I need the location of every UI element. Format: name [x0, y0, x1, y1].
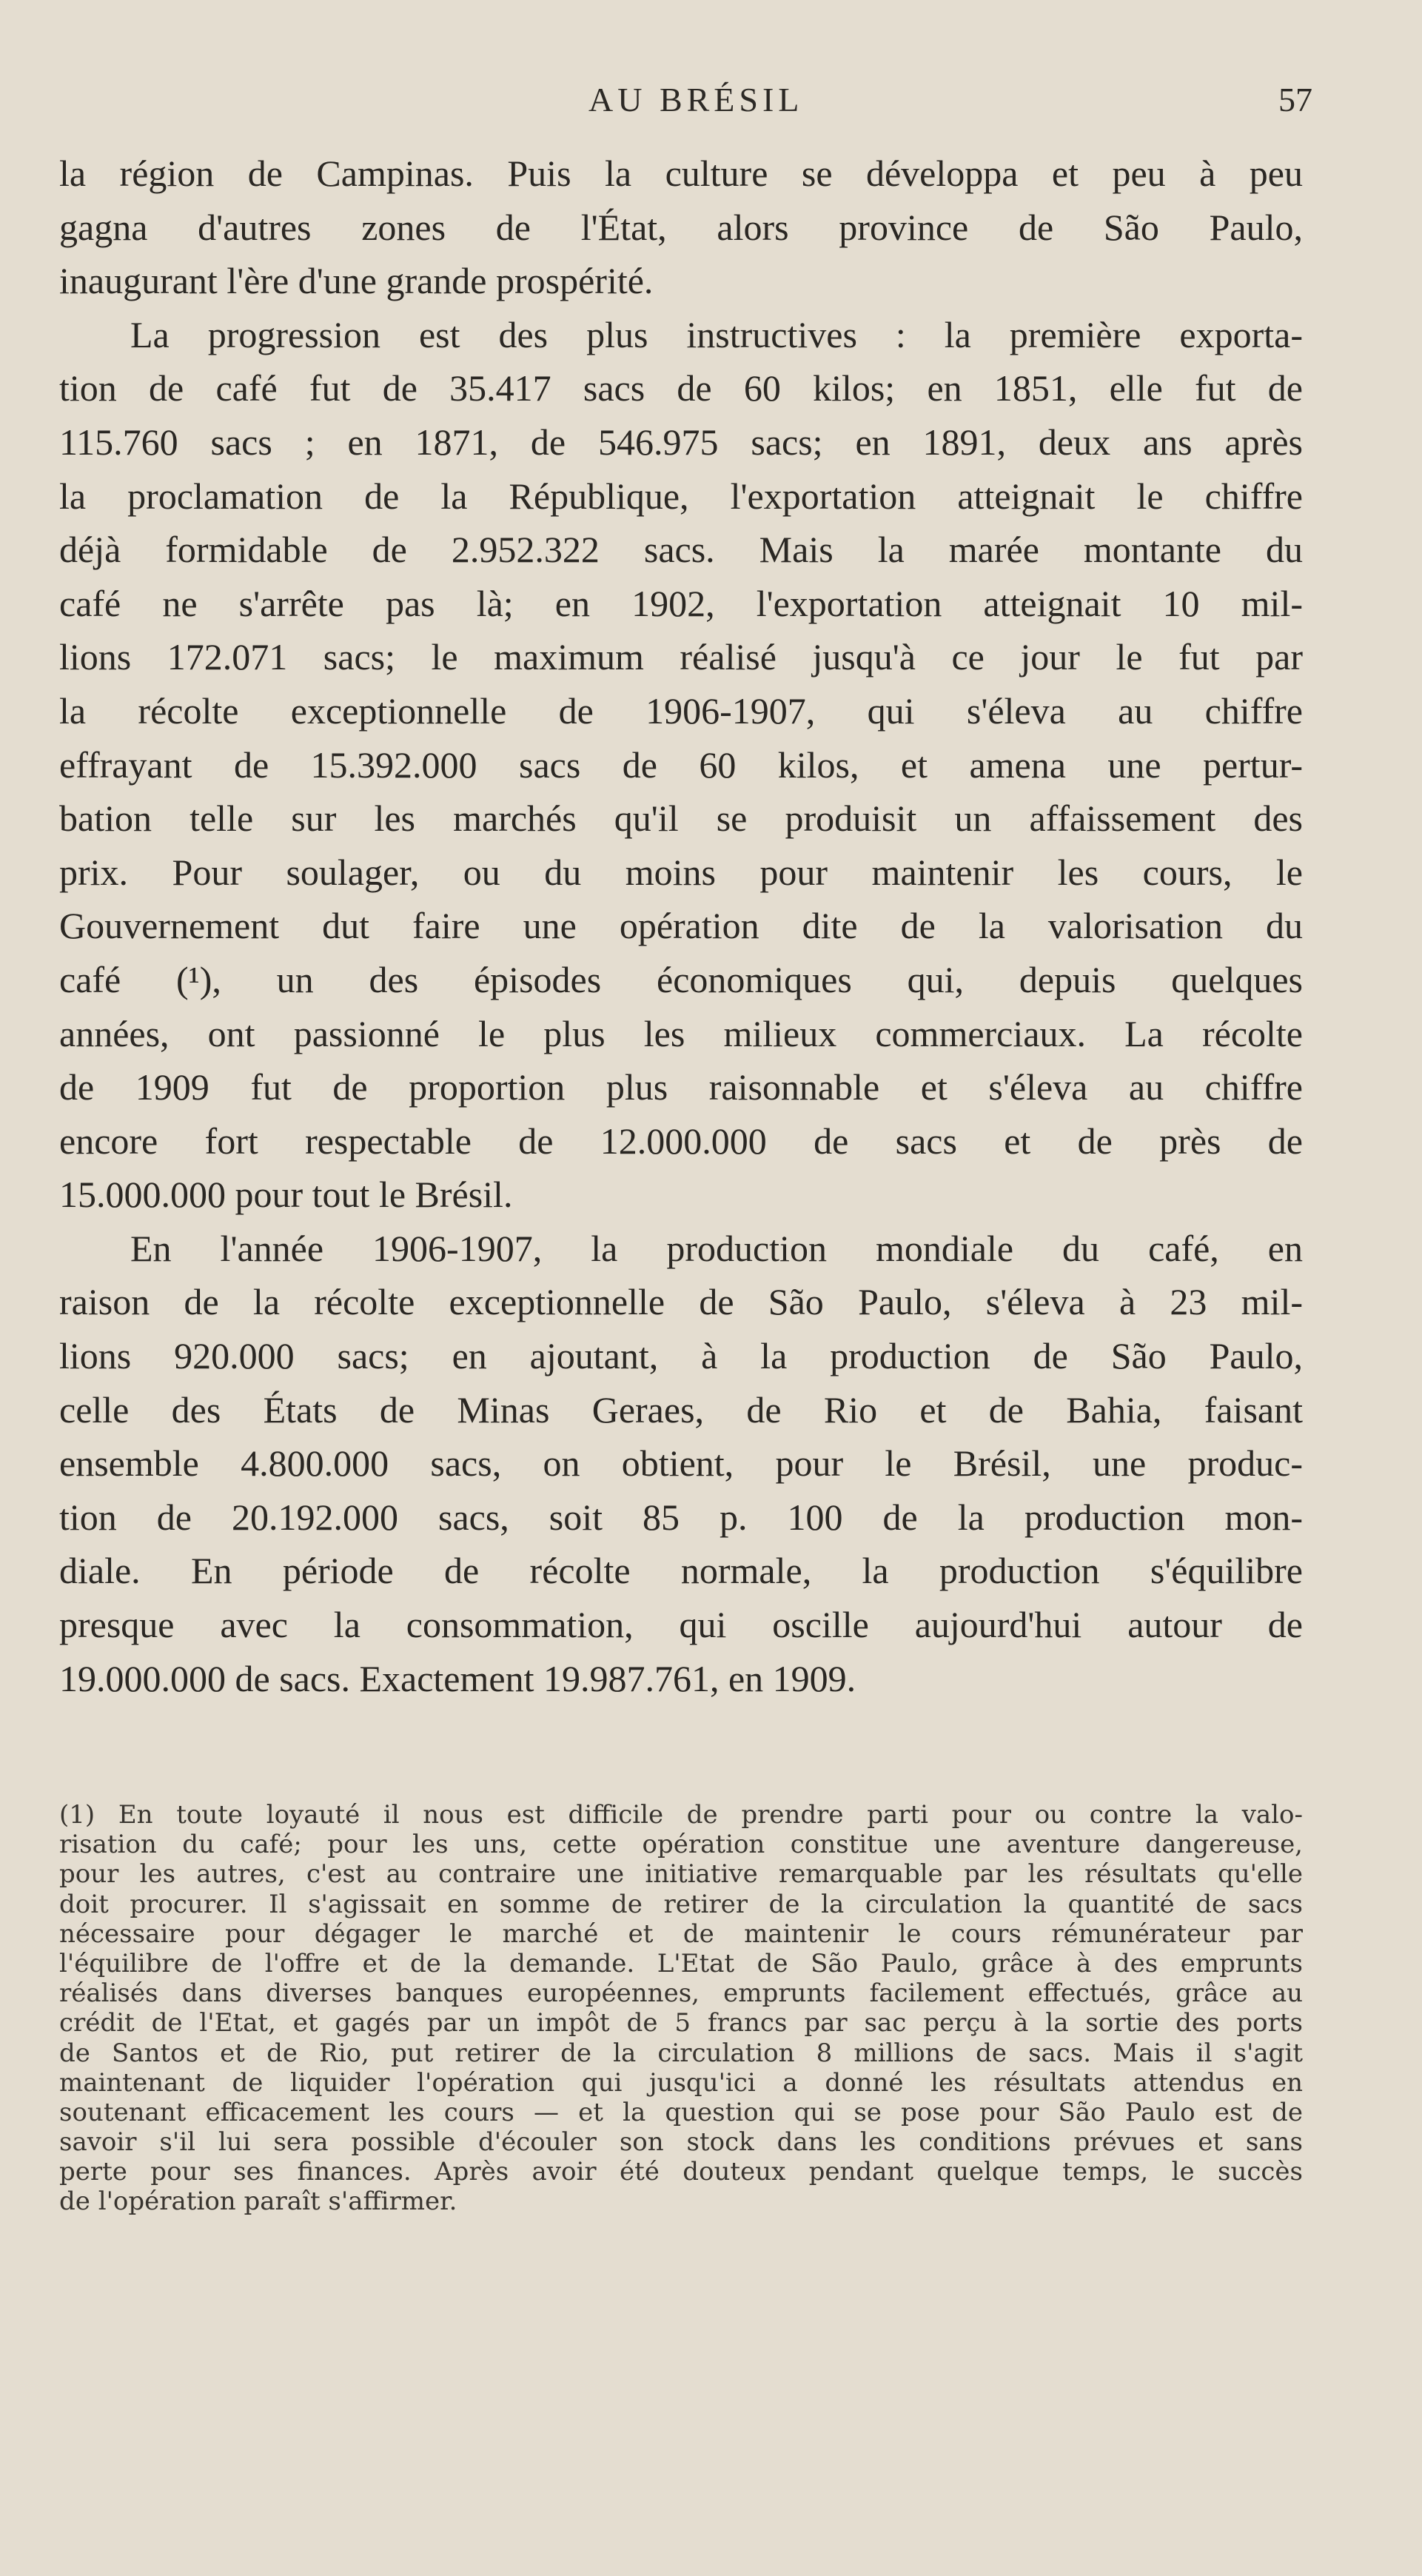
footnote-line: de Santos et de Rio, put retirer de la circulation 8 millions de sacs. Mais il s'agit: [59, 2038, 1303, 2068]
body-line: encore fort respectable de 12.000.000 de sacs et de près de: [59, 1120, 1303, 1162]
footnote-line: risation du café; pour les uns, cette opération constitue une aventure dangereuse,: [59, 1830, 1303, 1860]
footnote-line: de l'opération paraît s'affirmer.: [59, 2187, 457, 2217]
body-line: inaugurant l'ère d'une grande prospérité.: [59, 260, 654, 302]
body-line: effrayant de 15.392.000 sacs de 60 kilos, et amena une pertur-: [59, 743, 1303, 786]
body-line: gagna d'autres zones de l'État, alors province de São Paulo,: [59, 206, 1303, 248]
body-line: 115.760 sacs ; en 1871, de 546.975 sacs; en 1891, deux ans après: [59, 421, 1303, 463]
body-line: tion de café fut de 35.417 sacs de 60 kilos; en 1851, elle fut de: [59, 367, 1303, 409]
running-head: [0, 80, 1422, 124]
body-text: [59, 147, 1303, 1705]
footnote-line: pour les autres, c'est au contraire une initiative remarquable par les résultats qu'elle: [59, 1859, 1303, 1890]
body-line: la proclamation de la République, l'exportation atteignait le chiffre: [59, 475, 1303, 517]
footnote-line: maintenant de liquider l'opération qui jusqu'ici a donné les résultats attendus en: [59, 2067, 1303, 2098]
footnote-line: soutenant efficacement les cours — et la question qui se pose pour São Paulo est de: [59, 2097, 1303, 2127]
body-line: de 1909 fut de proportion plus raisonnable et s'éleva au chiffre: [59, 1066, 1303, 1108]
footnote-line: savoir s'il lui sera possible d'écouler son stock dans les conditions prévues et sans: [59, 2127, 1303, 2158]
footnote-line: (1) En toute loyauté il nous est difficile de prendre parti pour ou contre la valo-: [59, 1800, 1303, 1830]
body-line: presque avec la consommation, qui oscille aujourd'hui autour de: [59, 1604, 1303, 1646]
body-line: 19.000.000 de sacs. Exactement 19.987.761, en 1909.: [59, 1657, 856, 1699]
body-line: années, ont passionné le plus les milieux commerciaux. La récolte: [59, 1012, 1303, 1054]
running-title: AU BRÉSIL: [588, 81, 804, 118]
body-line: celle des États de Minas Geraes, de Rio et de Bahia, faisant: [59, 1388, 1303, 1431]
footnote-line: crédit de l'Etat, et gagés par un impôt de 5 francs par sac perçu à la sortie des ports: [59, 2008, 1303, 2038]
footnote-line: nécessaire pour dégager le marché et de maintenir le cours rémunérateur par: [59, 1918, 1303, 1949]
body-line: lions 920.000 sacs; en ajoutant, à la production de São Paulo,: [59, 1335, 1303, 1377]
body-line: prix. Pour soulager, ou du moins pour maintenir les cours, le: [59, 851, 1303, 893]
body-line: ensemble 4.800.000 sacs, on obtient, pour le Brésil, une produc-: [59, 1442, 1303, 1485]
body-line: café ne s'arrête pas là; en 1902, l'exportation atteignait 10 mil-: [59, 582, 1303, 624]
footnote-line: perte pour ses finances. Après avoir été douteux pendant quelque temps, le succès: [59, 2157, 1303, 2187]
body-line: café (¹), un des épisodes économiques qui, depuis quelques: [59, 958, 1303, 1000]
body-line: la récolte exceptionnelle de 1906-1907, qui s'éleva au chiffre: [59, 689, 1303, 732]
body-line: la région de Campinas. Puis la culture se développa et peu à peu: [59, 153, 1303, 194]
body-line: tion de 20.192.000 sacs, soit 85 p. 100 de la production mon-: [59, 1496, 1303, 1538]
page-number: 57: [1278, 81, 1312, 118]
body-line: déjà formidable de 2.952.322 sacs. Mais la marée montante du: [59, 529, 1303, 571]
footnote: [59, 1800, 1303, 2217]
body-line: lions 172.071 sacs; le maximum réalisé jusqu'à ce jour le fut par: [59, 636, 1303, 678]
body-line: diale. En période de récolte normale, la production s'équilibre: [59, 1550, 1303, 1592]
footnote-line: réalisés dans diverses banques européennes, emprunts facilement effectués, grâce au: [59, 1978, 1303, 2009]
body-line: Gouvernement dut faire une opération dite de la valorisation du: [59, 905, 1303, 947]
body-line: raison de la récolte exceptionnelle de São Paulo, s'éleva à 23 mil-: [59, 1281, 1303, 1323]
body-line: La progression est des plus instructives : la première exporta-: [130, 313, 1303, 355]
body-line: bation telle sur les marchés qu'il se produisit un affaissement des: [59, 797, 1303, 840]
body-line: En l'année 1906-1907, la production mondiale du café, en: [130, 1227, 1303, 1269]
body-line: 15.000.000 pour tout le Brésil.: [59, 1174, 513, 1216]
footnote-line: l'équilibre de l'offre et de la demande. L'Etat de São Paulo, grâce à des emprunts: [59, 1948, 1303, 1978]
footnote-line: doit procurer. Il s'agissait en somme de retirer de la circulation la quantité de sacs: [59, 1889, 1303, 1919]
